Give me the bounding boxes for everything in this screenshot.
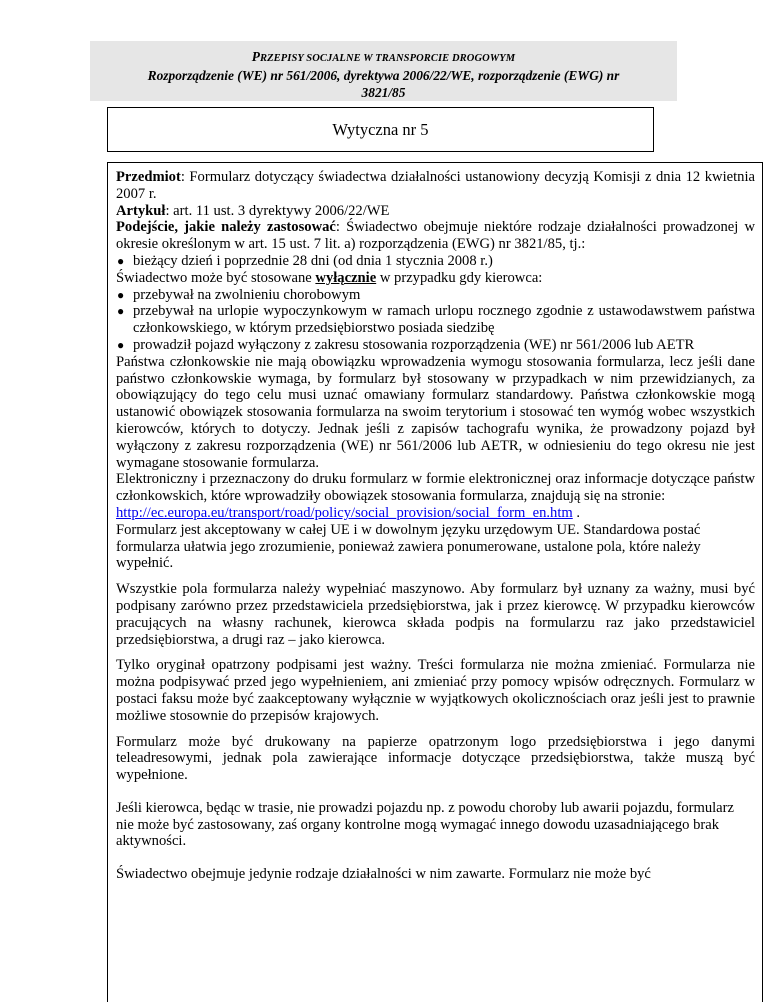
list-item bbox=[116, 303, 755, 337]
approach-paragraph bbox=[116, 219, 755, 253]
list-item bbox=[116, 287, 755, 304]
list-item-text: prowadził pojazd wyłączony z zakresu stosowania rozporządzenia (WE) nr 561/2006 lub AETR bbox=[133, 336, 695, 353]
list-item bbox=[116, 337, 755, 354]
bullet-icon: ● bbox=[117, 253, 125, 268]
printed-paragraph: Formularz może być drukowany na papierze opatrzonym logo przedsiębiorstwa i jego danymi teleadresowymi, jednak pola zawierające informacje dotyczące przedsiębiorstwa, także muszą być wypełnione. bbox=[116, 733, 755, 784]
list-item-text: przebywał na urlopie wypoczynkowym w ramach urlopu rocznego zgodnie z ustawodawstwem państwa członkowskiego, w którym przedsiębiorstwo posiada siedzibę bbox=[133, 303, 755, 337]
header-regulations-line1: Rozporządzenie (WE) nr 561/2006, dyrektywa 2006/22/WE, rozporządzenie (EWG) nr bbox=[147, 68, 620, 83]
approach-label: Podejście, jakie należy zastosować bbox=[116, 219, 336, 236]
driver-paragraph: Jeśli kierowca, będąc w trasie, nie prowadzi pojazdu np. z powodu choroby lub awarii pojazdu, formularz nie może być zastosowany, zaś organy kontrolne mogą wymagać innego dowodu uzasadniającego brak aktywności. bbox=[116, 799, 734, 850]
usage-paragraph bbox=[116, 270, 755, 287]
article-paragraph bbox=[116, 203, 755, 220]
article-label: Artykuł bbox=[116, 202, 166, 219]
document-header bbox=[90, 41, 677, 101]
approach-text: : Świadectwo obejmuje niektóre rodzaje działalności prowadzonej w okresie określonym w art. 15 ust. 7 lit. a) rozporządzenia (EWG) nr 3821/85, tj.: bbox=[116, 219, 756, 253]
bullet-icon: ● bbox=[117, 337, 125, 352]
list-item bbox=[116, 253, 755, 270]
link-paragraph bbox=[116, 505, 755, 522]
article-text: : art. 11 ust. 3 dyrektywy 2006/22/WE bbox=[165, 202, 390, 219]
bullet-icon: ● bbox=[117, 287, 125, 302]
usage-emphasis: wyłącznie bbox=[315, 269, 377, 286]
subject-label: Przedmiot bbox=[116, 169, 181, 185]
original-paragraph: Tylko oryginał opatrzony podpisami jest ważny. Treści formularza nie można zmieniać. Formularza nie można podpisywać przed jego wypełnieniem, ani zmieniać przy pomocy wpisów odręcznych. Formularz w postaci faksu może być zaakceptowany wyłącznie w wyjątkowych okolicznościach oraz jeśli jest to prawnie możliwe stosownie do przepisów krajowych. bbox=[116, 657, 755, 724]
usage-text-post: w przypadku gdy kierowca: bbox=[376, 269, 543, 286]
accepted-paragraph: Formularz jest akceptowany w całej UE i w dowolnym języku urzędowym UE. Standardowa postać formularza ułatwia jego zrozumienie, ponieważ zawiera ponumerowane, ustalone pola, które należy wypełnić. bbox=[116, 521, 701, 572]
subject-paragraph bbox=[116, 169, 755, 203]
header-title-rest: RZEPISY SOCJALNE W TRANSPORCIE DROGOWYM bbox=[260, 53, 516, 64]
member-states-paragraph: Państwa członkowskie nie mają obowiązku wprowadzenia wymogu stosowania formularza, lecz jeśli dane państwo członkowskie wymaga, by formularz był stosowany w przypadkach w nim przewidzianych, za obowiązujący do tego celu musi uznać omawiany formularz standardowy. Państwa członkowskie mogą ustanowić obowiązek stosowania formularza na swoim terytorium i stosować ten wymóg wobec wszystkich kierowców, których to dotyczy. Jednak jeśli z zapisów tachografu wynika, że prowadzony pojazd był wyłączony z zakresu rozporządzenia (WE) nr 561/2006 lub AETR, w odniesieniu do tego okresu nie jest wymagane stosowanie formularza. bbox=[116, 353, 755, 471]
guideline-content bbox=[107, 162, 763, 1002]
header-regulations-line2: 3821/85 bbox=[361, 85, 406, 100]
last-paragraph: Świadectwo obejmuje jedynie rodzaje działalności w nim zawarte. Formularz nie może być bbox=[116, 866, 651, 883]
list-item-text: bieżący dzień i poprzednie 28 dni (od dnia 1 stycznia 2008 r.) bbox=[133, 252, 493, 269]
bullet-icon: ● bbox=[117, 304, 125, 319]
electronic-form-paragraph: Elektroniczny i przeznaczony do druku formularz w formie elektronicznej oraz informacje dotyczące państw członkowskich, które wprowadziły obowiązek stosowania formularza, znajdują się na stronie: bbox=[116, 471, 755, 505]
social-form-link[interactable]: http://ec.europa.eu/transport/road/policy/social_provision/social_form_en.htm bbox=[116, 504, 573, 521]
fields-paragraph: Wszystkie pola formularza należy wypełniać maszynowo. Aby formularz był uznany za ważny, musi być podpisany zarówno przez przedstawiciela przedsiębiorstwa, jak i przez kierowcę. W przypadku kierowców pracujących na własny rachunek, kierowca składa podpis na formularzu raz jako przedstawiciel przedsiębiorstwa, a drugi raz – jako kierowca. bbox=[116, 581, 755, 648]
list-item-text: przebywał na zwolnieniu chorobowym bbox=[133, 286, 361, 303]
subject-text: : Formularz dotyczący świadectwa działalności ustanowiony decyzją Komisji z dnia 12 kwietnia 2007 r. bbox=[116, 169, 755, 202]
guideline-title: Wytyczna nr 5 bbox=[107, 107, 654, 152]
link-suffix: . bbox=[572, 504, 581, 521]
usage-text-pre: Świadectwo może być stosowane bbox=[116, 269, 316, 286]
header-title-initial: P bbox=[251, 49, 261, 64]
header-title bbox=[90, 48, 677, 67]
